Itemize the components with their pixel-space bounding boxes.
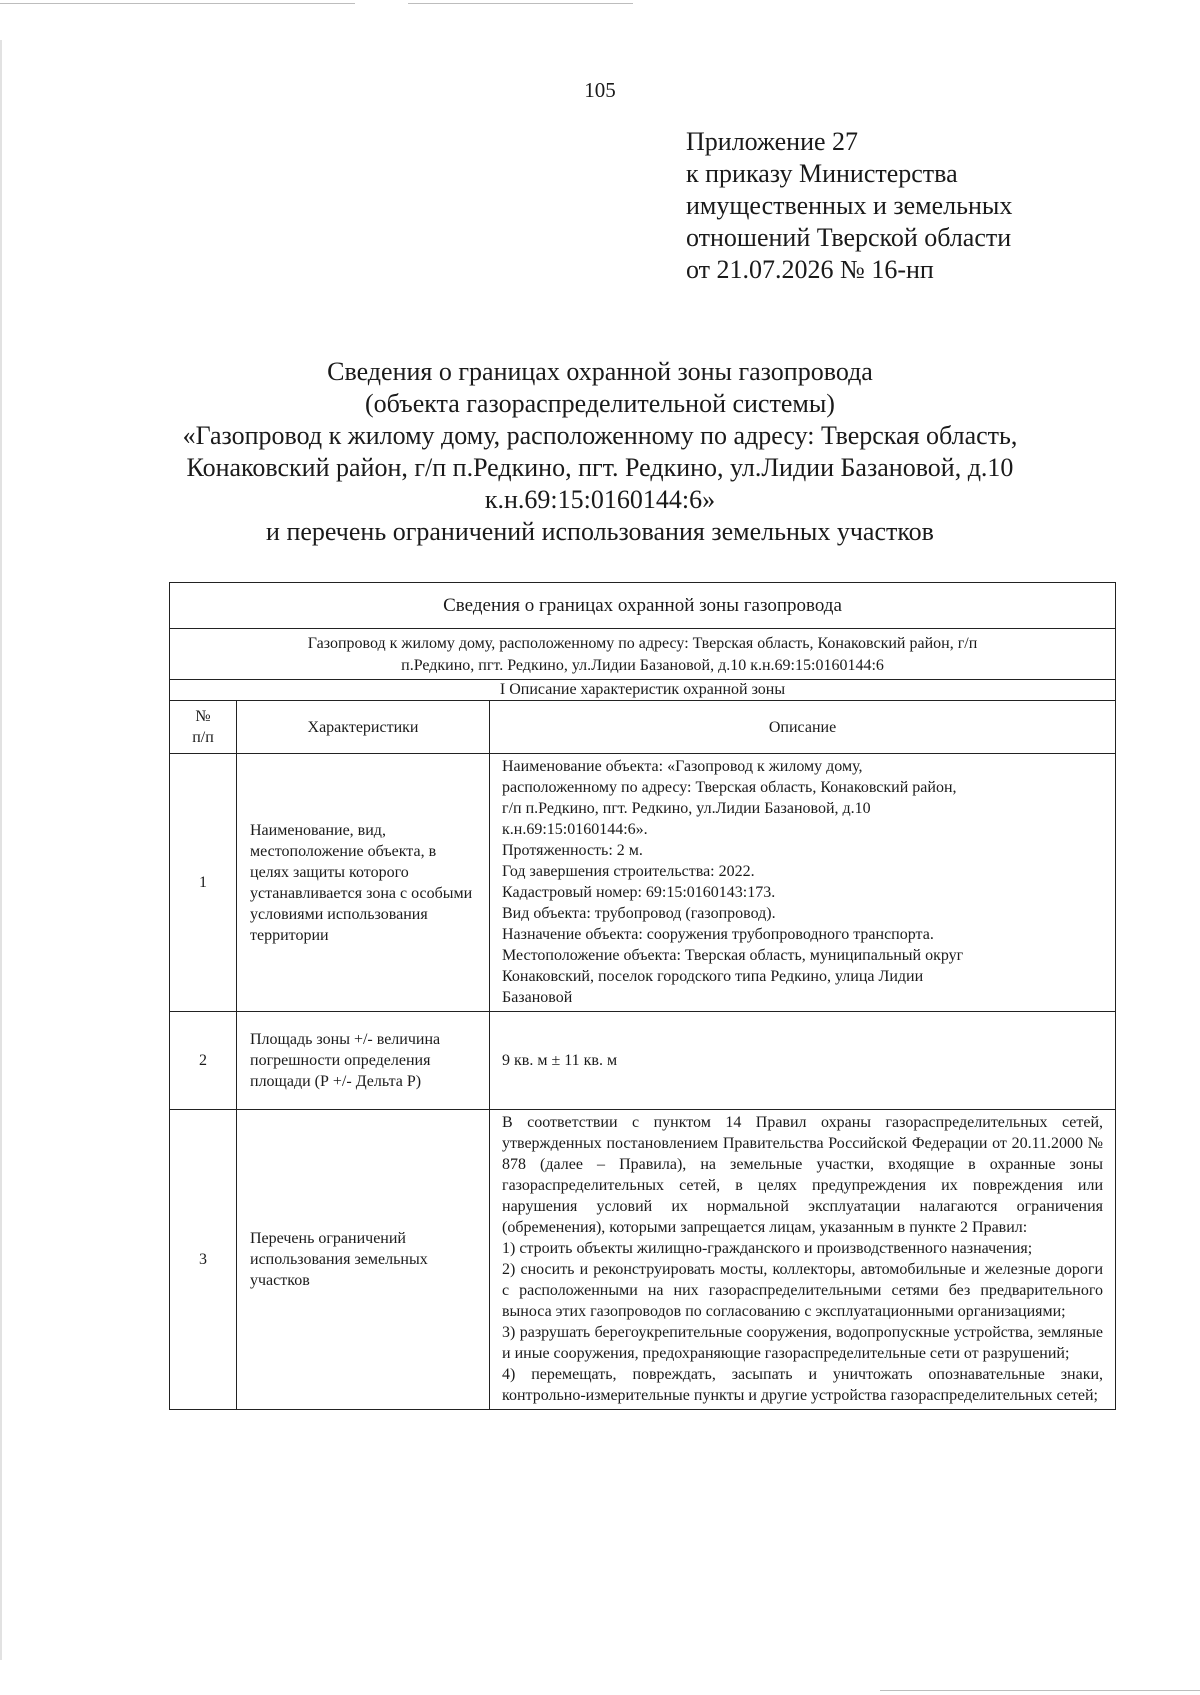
- header-num-label: № п/п: [192, 708, 214, 746]
- row-number: 2: [170, 1012, 237, 1110]
- description-line: Конаковский, поселок городского типа Редкино, улица Лидии: [502, 968, 924, 985]
- title-line: и перечень ограничений использования земельных участков: [266, 517, 934, 546]
- description-line: к.н.69:15:0160144:6».: [502, 821, 648, 838]
- appendix-block: [686, 126, 1012, 286]
- appendix-line: имущественных и земельных: [686, 191, 1013, 220]
- description-line: Назначение объекта: сооружения трубопроводного транспорта.: [502, 926, 934, 943]
- object-name-cell: [170, 629, 1116, 680]
- description-line: расположенному по адресу: Тверская область, Конаковский район,: [502, 779, 957, 796]
- row-description: [490, 1110, 1116, 1410]
- title-line: Сведения о границах охранной зоны газопровода: [327, 357, 873, 386]
- object-name-line: п.Редкино, пгт. Редкино, ул.Лидии Базановой, д.10 к.н.69:15:0160144:6: [401, 657, 884, 674]
- title-line: Конаковский район, г/п п.Редкино, пгт. Редкино, ул.Лидии Базановой, д.10: [186, 453, 1014, 482]
- page-number: 105: [584, 78, 616, 102]
- row-number: 1: [170, 754, 237, 1012]
- description-paragraph: 2) сносить и реконструировать мосты, коллекторы, автомобильные и железные дороги с расположенными на них газораспределительными сетями без предварительного выноса этих газопроводов по согласованию с эксплуатационными организациями;: [502, 1261, 1104, 1320]
- description-paragraph: 3) разрушать берегоукрепительные сооружения, водопропускные устройства, земляные и иные сооружения, предохраняющие газораспределительные сети от разрушений;: [502, 1324, 1104, 1362]
- appendix-line: Приложение 27: [686, 127, 859, 156]
- description-paragraph: 4) перемещать, повреждать, засыпать и уничтожать опознавательные знаки, контрольно-измерительные пункты и другие устройства газораспределительных сетей;: [502, 1366, 1104, 1404]
- document-title: [0, 356, 1200, 548]
- row-description: 9 кв. м ± 11 кв. м: [490, 1012, 1116, 1110]
- description-line: г/п п.Редкино, пгт. Редкино, ул.Лидии Базановой, д.10: [502, 800, 871, 817]
- header-characteristics: Характеристики: [237, 701, 490, 754]
- table-row: [170, 1012, 1116, 1110]
- table-row: [170, 754, 1116, 1012]
- description-line: Кадастровый номер: 69:15:0160143:173.: [502, 884, 776, 901]
- header-description: Описание: [490, 701, 1116, 754]
- scan-artifact-line: [408, 3, 633, 4]
- description-line: Местоположение объекта: Тверская область, муниципальный округ: [502, 947, 964, 964]
- description-line: Вид объекта: трубопровод (газопровод).: [502, 905, 776, 922]
- description-line: Базановой: [502, 989, 573, 1006]
- row-number: 3: [170, 1110, 237, 1410]
- table-banner: Сведения о границах охранной зоны газопровода: [170, 583, 1116, 629]
- appendix-line: от 21.07.2026 № 16-нп: [686, 255, 934, 284]
- scan-artifact-line: [880, 1690, 1200, 1691]
- description-line: Протяженность: 2 м.: [502, 842, 643, 859]
- object-name-line: Газопровод к жилому дому, расположенному по адресу: Тверская область, Конаковский район, г/п: [307, 635, 978, 652]
- title-line: «Газопровод к жилому дому, расположенному по адресу: Тверская область,: [182, 421, 1018, 450]
- section-heading: I Описание характеристик охранной зоны: [170, 680, 1116, 701]
- appendix-line: к приказу Министерства: [686, 159, 958, 188]
- header-num: [170, 701, 237, 754]
- row-description: [490, 754, 1116, 1012]
- scan-edge: [0, 40, 2, 1660]
- row-characteristic: Площадь зоны +/- величина погрешности определения площади (Р +/- Дельта Р): [237, 1012, 490, 1110]
- title-line: (объекта газораспределительной системы): [365, 389, 835, 418]
- description-line: Наименование объекта: «Газопровод к жилому дому,: [502, 758, 863, 775]
- appendix-line: отношений Тверской области: [686, 223, 1012, 252]
- zone-info-table: [169, 582, 1116, 1410]
- row-characteristic: Перечень ограничений использования земельных участков: [237, 1110, 490, 1410]
- description-line: Год завершения строительства: 2022.: [502, 863, 755, 880]
- row-characteristic: Наименование, вид, местоположение объекта, в целях защиты которого устанавливается зона с особыми условиями использования территории: [237, 754, 490, 1012]
- description-paragraph: 1) строить объекты жилищно-гражданского и производственного назначения;: [502, 1240, 1033, 1257]
- scan-artifact-line: [0, 3, 355, 4]
- description-paragraph: В соответствии с пунктом 14 Правил охраны газораспределительных сетей, утвержденных постановлением Правительства Российской Федерации от 20.11.2000 № 878 (далее – Правила), на земельные участки, входящие в охранные зоны газораспределительных сетей, в целях предупреждения их повреждения или нарушения условий их нормальной эксплуатации налагаются ограничения (обременения), которыми запрещается лицам, указанным в пункте 2 Правил:: [502, 1114, 1104, 1236]
- title-line: к.н.69:15:0160144:6»: [484, 485, 716, 514]
- table-row: [170, 1110, 1116, 1410]
